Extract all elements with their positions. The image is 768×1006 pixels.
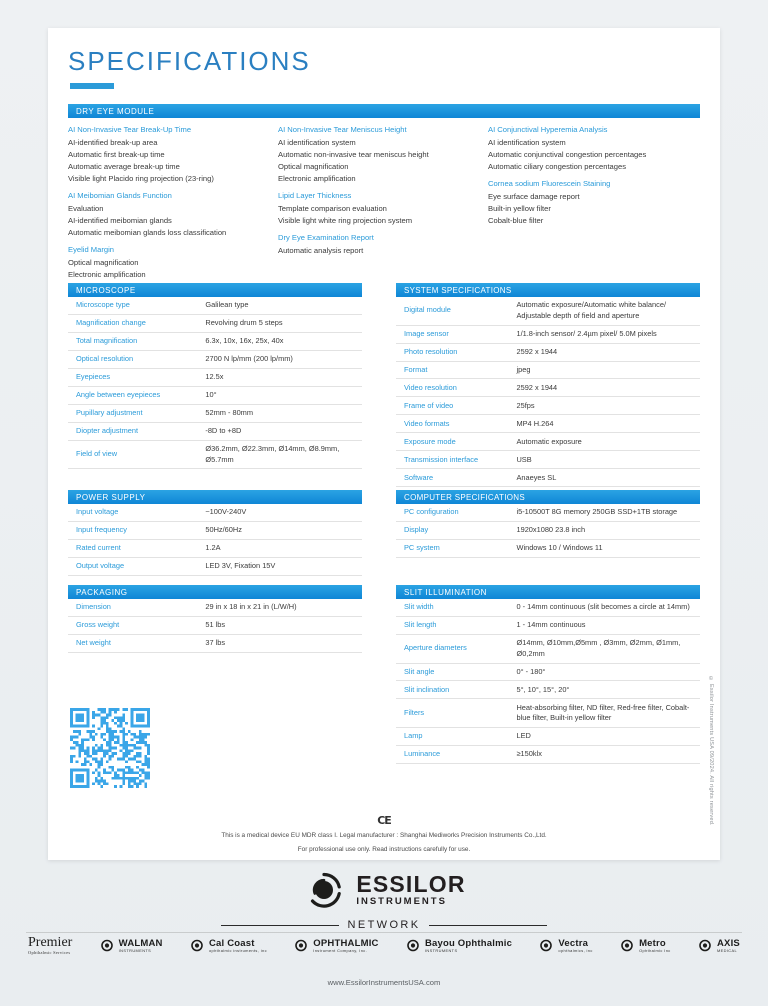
- essilor-logo-icon: [302, 868, 346, 912]
- ce-mark-icon: CE: [377, 814, 391, 827]
- table-row: [68, 386, 362, 404]
- dry-eye-feature-item: Automatic average break-up time: [68, 161, 180, 171]
- spec-value: Automatic exposure/Automatic white balance/ Adjustable depth of field and aperture: [508, 297, 700, 325]
- system-rows: [396, 297, 700, 487]
- table-row: [396, 728, 700, 746]
- dry-eye-group-title: AI Conjunctival Hyperemia Analysis: [488, 125, 608, 134]
- table-row: [68, 557, 362, 575]
- spec-key: Lamp: [396, 728, 508, 746]
- spec-value: 2592 x 1944: [508, 343, 700, 361]
- dry-eye-feature-item: Visible light white ring projection system: [278, 216, 413, 226]
- table-row: [396, 361, 700, 379]
- table-row: [68, 504, 362, 521]
- table-row: [396, 325, 700, 343]
- table-row: [396, 745, 700, 763]
- partner-logo: [28, 936, 72, 955]
- spec-value: 50Hz/60Hz: [197, 521, 362, 539]
- system-specifications-table: [396, 283, 700, 487]
- spec-value: 29 in x 18 in x 21 in (L/W/H): [197, 599, 362, 616]
- spec-key: Input frequency: [68, 521, 197, 539]
- dry-eye-feature-item: Optical magnification: [278, 161, 349, 171]
- dry-eye-group-title: Eyelid Margin: [68, 245, 115, 255]
- power-rows: [68, 504, 362, 576]
- partner-mark-icon: [697, 938, 714, 953]
- spec-value: -8D to +8D: [197, 422, 362, 440]
- dry-eye-feature-item: Automatic ciliary congestion percentages: [488, 161, 627, 171]
- spec-key: Optical resolution: [68, 350, 197, 368]
- dry-eye-group-title: AI Meibomian Glands Function: [68, 191, 172, 201]
- table-row: [396, 397, 700, 415]
- qr-code-icon[interactable]: [70, 708, 150, 788]
- partner-subtitle: Instrument Company, Inc.: [313, 948, 368, 953]
- table-row: [396, 599, 700, 616]
- spec-key: Eyepieces: [68, 368, 197, 386]
- partner-wordmark: [313, 939, 378, 953]
- table-row: [396, 663, 700, 681]
- dry-eye-column: [278, 124, 488, 281]
- spec-key: Rated current: [68, 539, 197, 557]
- dry-eye-feature-item: Electronic amplification: [278, 174, 356, 184]
- partner-wordmark: [119, 939, 163, 953]
- packaging-table: [68, 585, 362, 653]
- system-specifications-header: SYSTEM SPECIFICATIONS: [396, 283, 700, 297]
- partner-subtitle: Ophthalmic Inc: [639, 948, 671, 953]
- power-supply-header: POWER SUPPLY: [68, 490, 362, 504]
- partner-mark-icon: [189, 938, 206, 953]
- dry-eye-feature-item: Automatic analysis report: [278, 245, 364, 255]
- spec-value: 2700 N lp/mm (200 lp/mm): [197, 350, 362, 368]
- spec-value: 1 - 14mm continuous: [508, 616, 700, 634]
- partner-logo: [99, 938, 163, 953]
- brand-block: [0, 868, 768, 931]
- dry-eye-feature-item: Automatic conjunctival congestion percentages: [488, 149, 647, 159]
- legal-line-1: This is a medical device EU MDR class I. Legal manufacturer : Shanghai Mediworks Precision Instruments Co.,Ltd.: [221, 832, 547, 839]
- spec-key: Total magnification: [68, 332, 197, 350]
- slit-illumination-table: [396, 585, 700, 764]
- spec-value: USB: [508, 451, 700, 469]
- spec-key: Output voltage: [68, 557, 197, 575]
- partner-name: Metro: [639, 937, 666, 949]
- dry-eye-feature-item: Visible light Placido ring projection (23-ring): [68, 174, 214, 184]
- dry-eye-group-title: Cornea sodium Fluorescein Staining: [488, 179, 611, 189]
- partner-name: OPHTHALMIC: [313, 937, 379, 949]
- spec-value: Automatic exposure: [508, 433, 700, 451]
- spec-value: 0° - 180°: [508, 663, 700, 681]
- partner-wordmark: [425, 939, 512, 953]
- partner-wordmark: [558, 939, 592, 953]
- title-underline-rule: [70, 83, 114, 89]
- dry-eye-column: [68, 124, 278, 281]
- partner-name: Premier: [28, 935, 73, 950]
- spec-key: Slit inclination: [396, 681, 508, 699]
- packaging-rows: [68, 599, 362, 653]
- partner-mark-icon: [99, 938, 116, 953]
- spec-key: Software: [396, 469, 508, 487]
- network-row: [0, 919, 768, 931]
- dry-eye-columns: [68, 124, 700, 281]
- table-row: [68, 404, 362, 422]
- spec-key: Digital module: [396, 297, 508, 325]
- dry-eye-feature-item: Electronic amplification: [68, 270, 146, 280]
- spec-key: Pupillary adjustment: [68, 404, 197, 422]
- partner-subtitle: ophthalmics, inc: [558, 948, 593, 953]
- spec-key: Net weight: [68, 634, 197, 652]
- network-label: NETWORK: [347, 919, 421, 931]
- spec-value: 37 lbs: [197, 634, 362, 652]
- brand-row: [0, 868, 768, 912]
- spec-value: Galilean type: [197, 297, 362, 314]
- spec-value: 6.3x, 10x, 16x, 25x, 40x: [197, 332, 362, 350]
- dry-eye-feature-item: AI-identified break-up area: [68, 137, 158, 147]
- computer-specifications-table: [396, 490, 700, 558]
- slit-illumination-header: SLIT ILLUMINATION: [396, 585, 700, 599]
- partner-wordmark: [639, 939, 671, 953]
- spec-value: 5°, 10°, 15°, 20°: [508, 681, 700, 699]
- spec-value: 2592 x 1944: [508, 379, 700, 397]
- spec-value: ≥150klx: [508, 745, 700, 763]
- spec-value: i5-10500T 8G memory 250GB SSD+1TB storage: [508, 504, 700, 521]
- table-row: [396, 681, 700, 699]
- table-row: [68, 634, 362, 652]
- spec-value: LED 3V, Fixation 15V: [197, 557, 362, 575]
- spec-key: Transmission interface: [396, 451, 508, 469]
- dry-eye-feature-item: Built-in yellow filter: [488, 203, 551, 213]
- dry-eye-feature-item: AI identification system: [278, 137, 356, 147]
- partner-logo: [405, 938, 512, 953]
- dry-eye-module-section: [68, 104, 700, 281]
- spec-key: Photo resolution: [396, 343, 508, 361]
- slit-rows: [396, 599, 700, 764]
- table-row: [68, 332, 362, 350]
- partner-mark-icon: [538, 938, 555, 953]
- spec-key: Microscope type: [68, 297, 197, 314]
- spec-value: 1920x1080 23.8 inch: [508, 521, 700, 539]
- table-row: [396, 415, 700, 433]
- spec-value: 51 lbs: [197, 616, 362, 634]
- dry-eye-group-title: AI Non-Invasive Tear Meniscus Height: [278, 125, 407, 134]
- table-row: [68, 368, 362, 386]
- microscope-rows: [68, 297, 362, 469]
- spec-value: 1.2A: [197, 539, 362, 557]
- dry-eye-feature-item: AI identification system: [488, 137, 566, 147]
- spec-key: Format: [396, 361, 508, 379]
- spec-key: Slit length: [396, 616, 508, 634]
- spec-value: 12.5x: [197, 368, 362, 386]
- partner-wordmark: [209, 939, 267, 953]
- table-row: [396, 616, 700, 634]
- spec-value: MP4 H.264: [508, 415, 700, 433]
- dry-eye-feature-item: AI-identified meibomian glands: [68, 216, 172, 226]
- spec-key: Slit width: [396, 599, 508, 616]
- partner-name: WALMAN: [118, 937, 163, 949]
- spec-key: Input voltage: [68, 504, 197, 521]
- table-row: [68, 521, 362, 539]
- dry-eye-feature-item: Automatic non-invasive tear meniscus height: [278, 149, 429, 159]
- partner-name: Cal Coast: [208, 937, 255, 949]
- dry-eye-feature-item: Cobalt-blue filter: [488, 216, 544, 226]
- network-rule-left: [221, 925, 339, 926]
- brand-wordmark: [356, 873, 465, 907]
- table-row: [68, 539, 362, 557]
- partner-logos: [0, 936, 768, 955]
- spec-value: ~100V-240V: [197, 504, 362, 521]
- copyright-vertical: © Essilor Instruments USA 09/2024. All rights reserved.: [708, 676, 714, 826]
- table-row: [396, 521, 700, 539]
- table-row: [68, 350, 362, 368]
- table-row: [396, 297, 700, 325]
- partner-name: Bayou Ophthalmic: [424, 937, 513, 949]
- spec-key: Magnification change: [68, 314, 197, 332]
- partner-logo: [293, 938, 378, 953]
- power-supply-table: [68, 490, 362, 576]
- partner-wordmark: [28, 936, 72, 955]
- network-rule-right: [429, 925, 547, 926]
- partner-mark-icon: [405, 938, 422, 953]
- specification-sheet: [48, 28, 720, 860]
- dry-eye-group-title: AI Non-Invasive Tear Break-Up Time: [68, 125, 192, 134]
- partner-subtitle: ophthalmic instruments, inc: [208, 948, 267, 953]
- table-row: [68, 616, 362, 634]
- packaging-header: PACKAGING: [68, 585, 362, 599]
- table-row: [68, 440, 362, 469]
- partner-logo: [697, 938, 740, 953]
- dry-eye-feature-item: Template comparison evaluation: [278, 203, 387, 213]
- partner-mark-icon: [293, 938, 310, 953]
- computer-rows: [396, 504, 700, 558]
- spec-key: Display: [396, 521, 508, 539]
- spec-key: Video formats: [396, 415, 508, 433]
- table-row: [396, 634, 700, 663]
- spec-value: 10°: [197, 386, 362, 404]
- spec-key: Slit angle: [396, 663, 508, 681]
- spec-value: Windows 10 / Windows 11: [508, 539, 700, 557]
- spec-key: PC system: [396, 539, 508, 557]
- spec-value: 25fps: [508, 397, 700, 415]
- spec-key: Gross weight: [68, 616, 197, 634]
- table-row: [396, 379, 700, 397]
- spec-value: 1/1.8-inch sensor/ 2.4µm pixel/ 5.0M pixels: [508, 325, 700, 343]
- brand-subtitle: INSTRUMENTS: [356, 896, 447, 908]
- table-row: [68, 422, 362, 440]
- spec-key: Filters: [396, 699, 508, 728]
- dry-eye-group-title: Dry Eye Examination Report: [278, 233, 374, 243]
- computer-specifications-header: COMPUTER SPECIFICATIONS: [396, 490, 700, 504]
- spec-value: Anaeyes SL: [508, 469, 700, 487]
- partner-subtitle: INSTRUMENTS: [118, 948, 152, 953]
- partner-logo: [189, 938, 267, 953]
- spec-key: Frame of video: [396, 397, 508, 415]
- table-row: [396, 451, 700, 469]
- spec-value: Ø36.2mm, Ø22.3mm, Ø14mm, Ø8.9mm, Ø5.7mm: [197, 440, 362, 469]
- spec-key: Video resolution: [396, 379, 508, 397]
- spec-key: Aperture diameters: [396, 634, 508, 663]
- page-title: SPECIFICATIONS: [68, 46, 311, 76]
- dry-eye-group-title: Lipid Layer Thickness: [278, 191, 352, 201]
- dry-eye-feature-item: Eye surface damage report: [488, 191, 580, 201]
- spec-value: Heat-absorbing filter, ND filter, Red-free filter, Cobalt-blue filter, Built-in yellow filter: [508, 699, 700, 728]
- spec-value: Revolving drum 5 steps: [197, 314, 362, 332]
- legal-line-2: For professional use only. Read instructions carefully for use.: [297, 846, 471, 853]
- spec-key: PC configuration: [396, 504, 508, 521]
- spec-key: Image sensor: [396, 325, 508, 343]
- partner-mark-icon: [619, 938, 636, 953]
- spec-key: Angle between eyepieces: [68, 386, 197, 404]
- dry-eye-feature-item: Optical magnification: [68, 257, 139, 267]
- spec-key: Field of view: [68, 440, 197, 469]
- qr-code-svg: [70, 708, 150, 788]
- dry-eye-feature-item: Automatic meibomian glands loss classification: [68, 228, 227, 238]
- dry-eye-module-header: DRY EYE MODULE: [68, 104, 700, 118]
- legal-block: [48, 814, 720, 855]
- partner-wordmark: [717, 939, 740, 953]
- spec-value: jpeg: [508, 361, 700, 379]
- table-row: [396, 433, 700, 451]
- website-url: www.EssilorInstrumentsUSA.com: [327, 978, 441, 987]
- table-row: [396, 699, 700, 728]
- spec-value: Ø14mm, Ø10mm,Ø5mm , Ø3mm, Ø2mm, Ø1mm, Ø0,2mm: [508, 634, 700, 663]
- partners-divider: [26, 932, 742, 933]
- spec-key: Exposure mode: [396, 433, 508, 451]
- table-row: [68, 599, 362, 616]
- spec-value: 52mm - 80mm: [197, 404, 362, 422]
- spec-value: LED: [508, 728, 700, 746]
- table-row: [396, 469, 700, 487]
- table-row: [68, 314, 362, 332]
- dry-eye-column: [488, 124, 698, 281]
- partner-subtitle: MEDICAL: [716, 948, 738, 953]
- spec-key: Diopter adjustment: [68, 422, 197, 440]
- microscope-header: MICROSCOPE: [68, 283, 362, 297]
- partner-subtitle: Ophthalmic Services: [28, 950, 71, 955]
- partner-logo: [538, 938, 592, 953]
- partner-name: Vectra: [558, 937, 589, 949]
- table-row: [396, 343, 700, 361]
- spec-key: Dimension: [68, 599, 197, 616]
- dry-eye-feature-item: Evaluation: [68, 203, 104, 213]
- partner-name: AXIS: [716, 937, 740, 949]
- spec-key: Luminance: [396, 745, 508, 763]
- spec-value: 0 - 14mm continuous (slit becomes a circle at 14mm): [508, 599, 700, 616]
- table-row: [396, 539, 700, 557]
- partner-logo: [619, 938, 671, 953]
- brand-name: ESSILOR: [356, 871, 466, 898]
- table-row: [68, 297, 362, 314]
- microscope-table: [68, 283, 362, 469]
- table-row: [396, 504, 700, 521]
- partner-subtitle: INSTRUMENTS: [424, 948, 458, 953]
- dry-eye-feature-item: Automatic first break-up time: [68, 149, 165, 159]
